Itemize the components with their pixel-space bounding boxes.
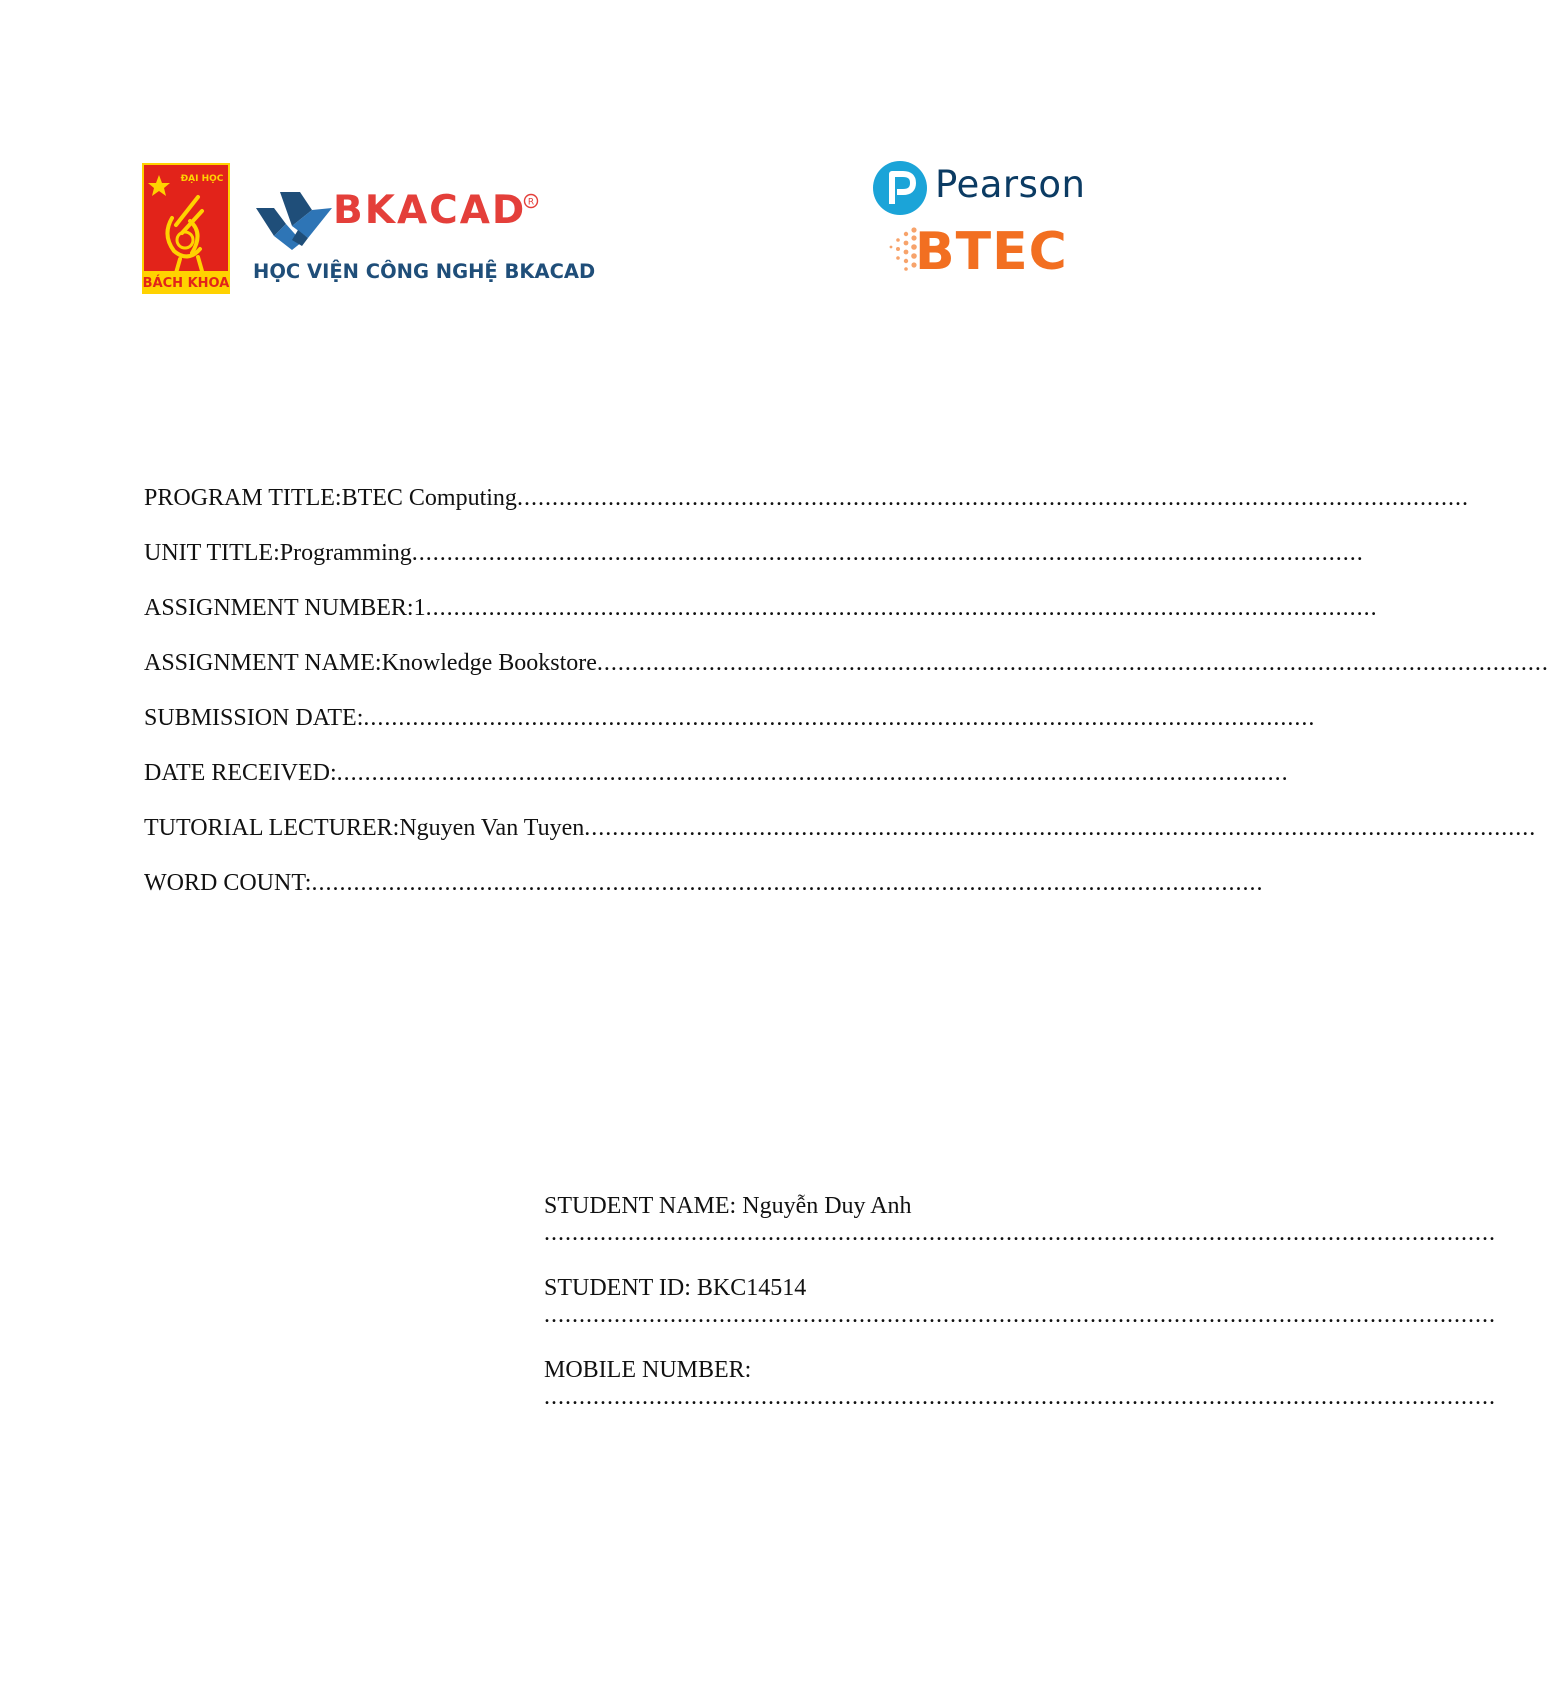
field-row (144, 753, 1289, 808)
badge-bottom-text: BÁCH KHOA (142, 276, 230, 291)
field-label: ASSIGNMENT NAME: (144, 650, 382, 676)
student-field (544, 1272, 1496, 1328)
dot-leader: ........................................................................................................................................ (516, 485, 1469, 511)
dot-leader: ........................................................................................................................................ (544, 1384, 1496, 1410)
pearson-p-icon (872, 160, 928, 216)
field-row (144, 588, 1378, 643)
student-field-value: BKC14514 (696, 1275, 807, 1301)
field-label: WORD COUNT: (144, 870, 312, 896)
assignment-details (144, 478, 1549, 918)
dot-leader: ........................................................................................................................................ (411, 540, 1364, 566)
student-field-label: STUDENT ID: (544, 1275, 697, 1301)
field-label: SUBMISSION DATE: (144, 705, 364, 731)
field-value: Programming (279, 540, 412, 566)
field-row (144, 643, 1549, 698)
dot-leader: ........................................................................................................................................ (584, 815, 1537, 841)
field-value: Knowledge Bookstore (381, 650, 597, 676)
dot-leader: ........................................................................................................................................ (544, 1302, 1496, 1328)
field-value: 1 (413, 595, 426, 621)
btec-logo-text: BTEC (915, 222, 1068, 282)
bkacad-mark-icon (252, 186, 336, 252)
field-label: ASSIGNMENT NUMBER: (144, 595, 414, 621)
dot-leader: ........................................................................................................................................ (596, 650, 1549, 676)
bkacad-logo-text: BKACAD (333, 188, 527, 233)
pearson-logo-text: Pearson (935, 163, 1086, 206)
bach-khoa-badge-icon (142, 163, 230, 294)
field-row (144, 478, 1469, 533)
field-label: TUTORIAL LECTURER: (144, 815, 400, 841)
field-row (144, 863, 1264, 918)
student-field (544, 1354, 1496, 1410)
field-label: DATE RECEIVED: (144, 760, 337, 786)
field-value: BTEC Computing (341, 485, 517, 511)
student-details (544, 1190, 1496, 1436)
badge-top-text: ĐẠI HỌC (180, 174, 224, 184)
dot-leader: ........................................................................................................................................ (336, 760, 1289, 786)
bkacad-tagline: HỌC VIỆN CÔNG NGHỆ BKACAD (253, 260, 596, 283)
dot-leader: ........................................................................................................................................ (363, 705, 1316, 731)
field-value: Nguyen Van Tuyen (399, 815, 585, 841)
registered-mark-icon (523, 193, 539, 209)
dot-leader: ........................................................................................................................................ (425, 595, 1378, 621)
student-field-label: STUDENT NAME: (544, 1193, 743, 1219)
field-label: PROGRAM TITLE: (144, 485, 342, 511)
field-row (144, 808, 1537, 863)
field-row (144, 533, 1364, 588)
student-field-value: Nguyễn Duy Anh (742, 1193, 912, 1219)
field-row (144, 698, 1316, 753)
student-field-label: MOBILE NUMBER: (544, 1357, 752, 1383)
dot-leader: ........................................................................................................................................ (311, 870, 1264, 896)
svg-text:R: R (527, 197, 535, 208)
field-label: UNIT TITLE: (144, 540, 280, 566)
dot-leader: ........................................................................................................................................ (544, 1220, 1496, 1246)
student-field (544, 1190, 1496, 1246)
